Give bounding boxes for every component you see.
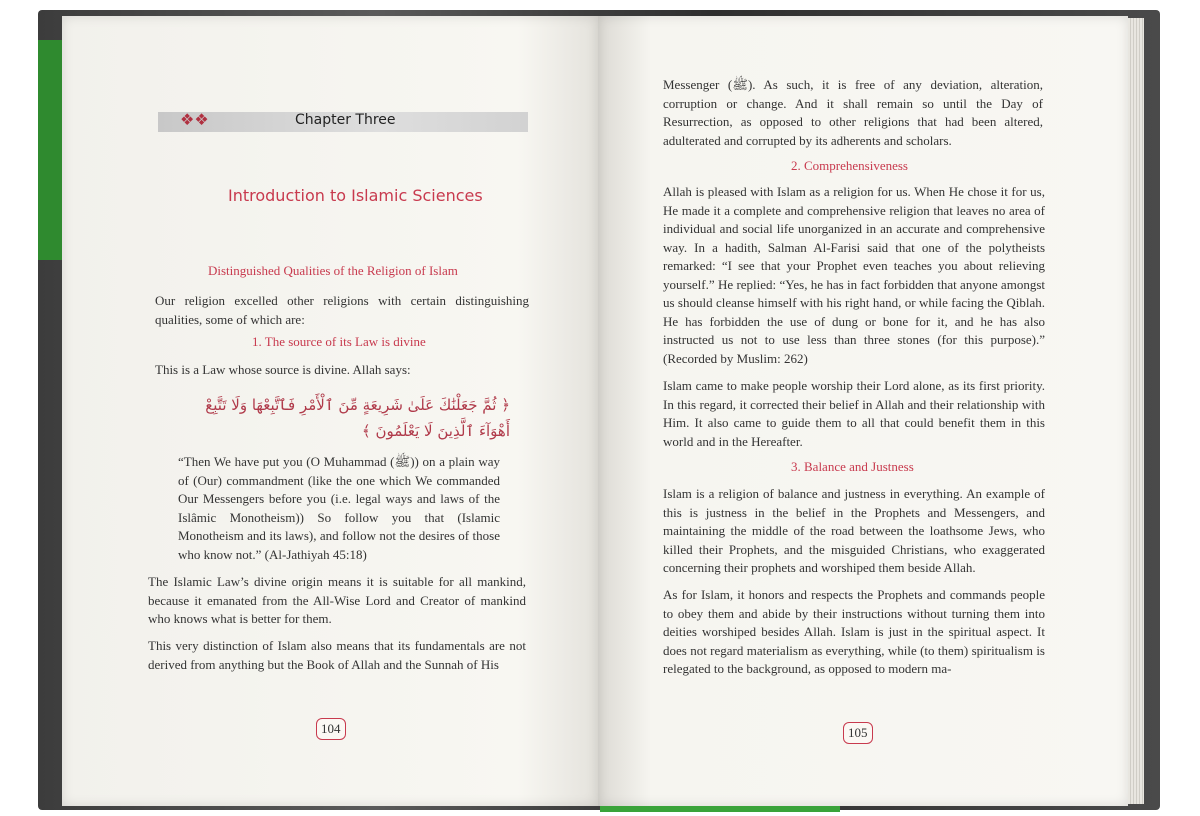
honor-paragraph: As for Islam, it honors and respects the Prophets and commands people to obey them and abide by their instructions without turning them into deities worshiped besides Allah. Islam is just in the spiritual aspect. It does not regard materialism as everything, while (to them) spiritualism is relegated to the background, as opposed to modern ma- <box>663 587 1045 676</box>
subheading-comprehensiveness: 2. Comprehensiveness <box>791 158 908 173</box>
origin-paragraph: The Islamic Law’s divine origin means it is suitable for all mankind, because it emanated from the All-Wise Lord and Creator of mankind who knows what is better for them. <box>148 574 526 626</box>
page-number-left: 104 <box>316 718 346 740</box>
divine-paragraph: This is a Law whose source is divine. Allah says: <box>155 362 411 377</box>
subheading-divine: 1. The source of its Law is divine <box>252 334 426 349</box>
comprehensiveness-paragraph: Allah is pleased with Islam as a religion for us. When He chose it for us, He made it a complete and comprehensive religion that leaves no area of individual and social life unorganized in an accurate and comprehensive way. In a hadith, Salman Al-Farisi said that one of the polytheists remarked: “I see that your Prophet even teaches you about relieving yourself.” He replied: “Yes, he has in fact forbidden that anyone amongst us should cleanse himself with his right hand, or while facing the Qiblah. He has forbidden the use of dung or bone for it, and he has also instructed us not to use less than three stones (for this purpose).” (Recorded by Muslim: 262) <box>663 184 1045 366</box>
quran-verse: ﴿ ثُمَّ جَعَلْنَٰكَ عَلَىٰ شَرِيعَةٍ مِّنَ ٱلْأَمْرِ فَٱتَّبِعْهَا وَلَا تَتَّبِعْ أَهْوَآءَ ٱلَّذِينَ لَا يَعْلَمُونَ ﴾ <box>205 396 510 440</box>
ornament-icon: ❖❖ <box>180 110 209 129</box>
page-edges <box>1128 18 1144 804</box>
section-heading: Distinguished Qualities of the Religion of Islam <box>208 263 458 278</box>
intro-paragraph: Our religion excelled other religions with certain distinguishing qualities, some of which are: <box>155 293 529 327</box>
verse-translation: “Then We have put you (O Muhammad (ﷺ)) on a plain way of (Our) commandment (like the one which We commanded Our Messengers before you (i.e. legal ways and laws of the Islâmic Monotheism)) So follow you that (Islamic Monotheism and its laws), and follow not the desires of those who know not.” (Al-Jathiyah 45:18) <box>178 454 500 562</box>
page-title: Introduction to Islamic Sciences <box>228 186 483 205</box>
balance-paragraph: Islam is a religion of balance and justness in everything. An example of this is justness in the belief in the Prophets and Messengers, and maintaining the middle of the road between the loathsome Jews, who killed their Prophets, and the misguided Christians, who exaggerated concerning their prophets and worshiped them beside Allah. <box>663 486 1045 575</box>
distinction-paragraph: This very distinction of Islam also means that its fundamentals are not derived from anything but the Book of Allah and the Sunnah of His <box>148 638 526 672</box>
subheading-balance: 3. Balance and Justness <box>791 459 914 474</box>
page-number-right: 105 <box>843 722 873 744</box>
messenger-paragraph: Messenger (ﷺ). As such, it is free of any deviation, alteration, corruption or change. And it shall remain so until the Day of Resurrection, as opposed to other religions that had been altered, adulterated and corrupted by its adherents and scholars. <box>663 77 1043 148</box>
worship-paragraph: Islam came to make people worship their Lord alone, as its first priority. In this regard, it corrected their belief in Allah and their relationship with Him. It also came to guide them to all that could benefit them in this world and in the Hereafter. <box>663 378 1045 449</box>
chapter-title: Chapter Three <box>295 112 396 128</box>
